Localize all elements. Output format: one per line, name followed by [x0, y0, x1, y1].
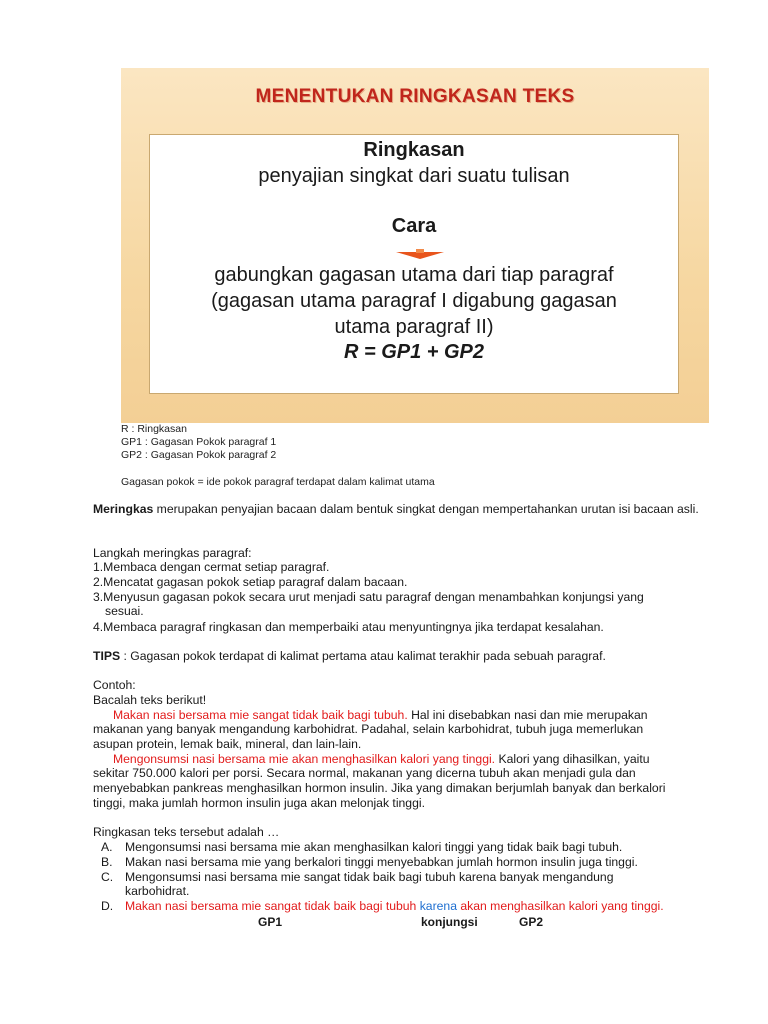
question-prompt: Ringkasan teks tersebut adalah …: [93, 825, 280, 839]
legend-r: R : Ringkasan: [121, 423, 187, 435]
slide-formula: R = GP1 + GP2: [343, 341, 485, 363]
option-d-gp1: Makan nasi bersama mie sangat tidak baik bagi tubuh: [125, 899, 420, 913]
paragraph-2-line3: menyebabkan pankreas menghasilkan hormon insulin. Jika yang dimakan berjumlah banyak dan berkalori: [93, 781, 666, 795]
slide-figure: [121, 68, 709, 423]
step-3-cont: sesuai.: [105, 604, 144, 618]
down-arrow-icon: [396, 249, 444, 259]
slide-definition: penyajian singkat dari suatu tulisan: [258, 165, 570, 187]
tips-paragraph: [93, 649, 713, 664]
definition-text: merupakan penyajian bacaan dalam bentuk singkat dengan mempertahankan urutan isi bacaan asli.: [153, 502, 699, 516]
paragraph-1-line3: asupan protein, lemak baik, mineral, dan lain-lain.: [93, 737, 362, 751]
slide-method-line3: utama paragraf II): [334, 316, 494, 338]
example-heading: Contoh:: [93, 678, 136, 692]
label-konjungsi: konjungsi: [421, 915, 478, 929]
step-3: 3.Menyusun gagasan pokok secara urut menjadi satu paragraf dengan menambahkan konjungsi yang: [93, 590, 644, 604]
slide-title: MENENTUKAN RINGKASAN TEKS: [255, 86, 575, 107]
slide-method-heading: Cara: [391, 215, 437, 237]
step-2: 2.Mencatat gagasan pokok setiap paragraf dalam bacaan.: [93, 575, 408, 589]
slide-method-line1: gabungkan gagasan utama dari tiap paragraf: [214, 264, 614, 286]
legend-note: Gagasan pokok = ide pokok paragraf terdapat dalam kalimat utama: [121, 476, 435, 488]
step-1: 1.Membaca dengan cermat setiap paragraf.: [93, 560, 330, 574]
paragraph-2-main-idea: Mengonsumsi nasi bersama mie akan menghasilkan kalori yang tinggi.: [113, 752, 496, 766]
tips-label: TIPS: [93, 649, 121, 663]
definition-paragraph: [93, 502, 713, 517]
steps-heading: Langkah meringkas paragraf:: [93, 546, 252, 560]
legend-gp2: GP2 : Gagasan Pokok paragraf 2: [121, 449, 277, 461]
option-d-gp2: akan menghasilkan kalori yang tinggi.: [456, 899, 664, 913]
step-4: 4.Membaca paragraf ringkasan dan memperbaiki atau menyuntingnya jika terdapat kesalahan.: [93, 620, 604, 634]
paragraph-2-line1: Mengonsumsi nasi bersama mie akan menghasilkan kalori yang tinggi. Kalori yang dihasilkan, yaitu: [113, 752, 650, 766]
label-gp2: GP2: [519, 915, 544, 929]
definition-term: Meringkas: [93, 502, 154, 516]
paragraph-2-line4: tinggi, maka jumlah hormon insulin juga akan melonjak tinggi.: [93, 796, 425, 810]
example-intro: Bacalah teks berikut!: [93, 693, 207, 707]
paragraph-2-line2: sekitar 750.000 kalori per porsi. Secara normal, makanan yang dicerna tubuh akan menjadi gula dan: [93, 766, 636, 780]
slide-term: Ringkasan: [363, 139, 465, 161]
paragraph-1-main-idea: Makan nasi bersama mie sangat tidak baik bagi tubuh.: [113, 708, 408, 722]
paragraph-1-line1: Makan nasi bersama mie sangat tidak baik bagi tubuh. Hal ini disebabkan nasi dan mie merupakan: [113, 708, 648, 722]
legend-gp1: GP1 : Gagasan Pokok paragraf 1: [121, 436, 277, 448]
paragraph-1-line2: makanan yang banyak mengandung karbohidrat. Padahal, selain karbohidrat, tubuh juga memerlukan: [93, 722, 644, 736]
slide-method-line2: (gagasan utama paragraf I digabung gagasan: [211, 290, 617, 312]
tips-text: : Gagasan pokok terdapat di kalimat pertama atau kalimat terakhir pada sebuah paragraf.: [120, 649, 606, 663]
option-d-conjunction: karena: [419, 899, 457, 913]
slide-content-box: [149, 134, 679, 394]
label-gp1: GP1: [258, 915, 283, 929]
